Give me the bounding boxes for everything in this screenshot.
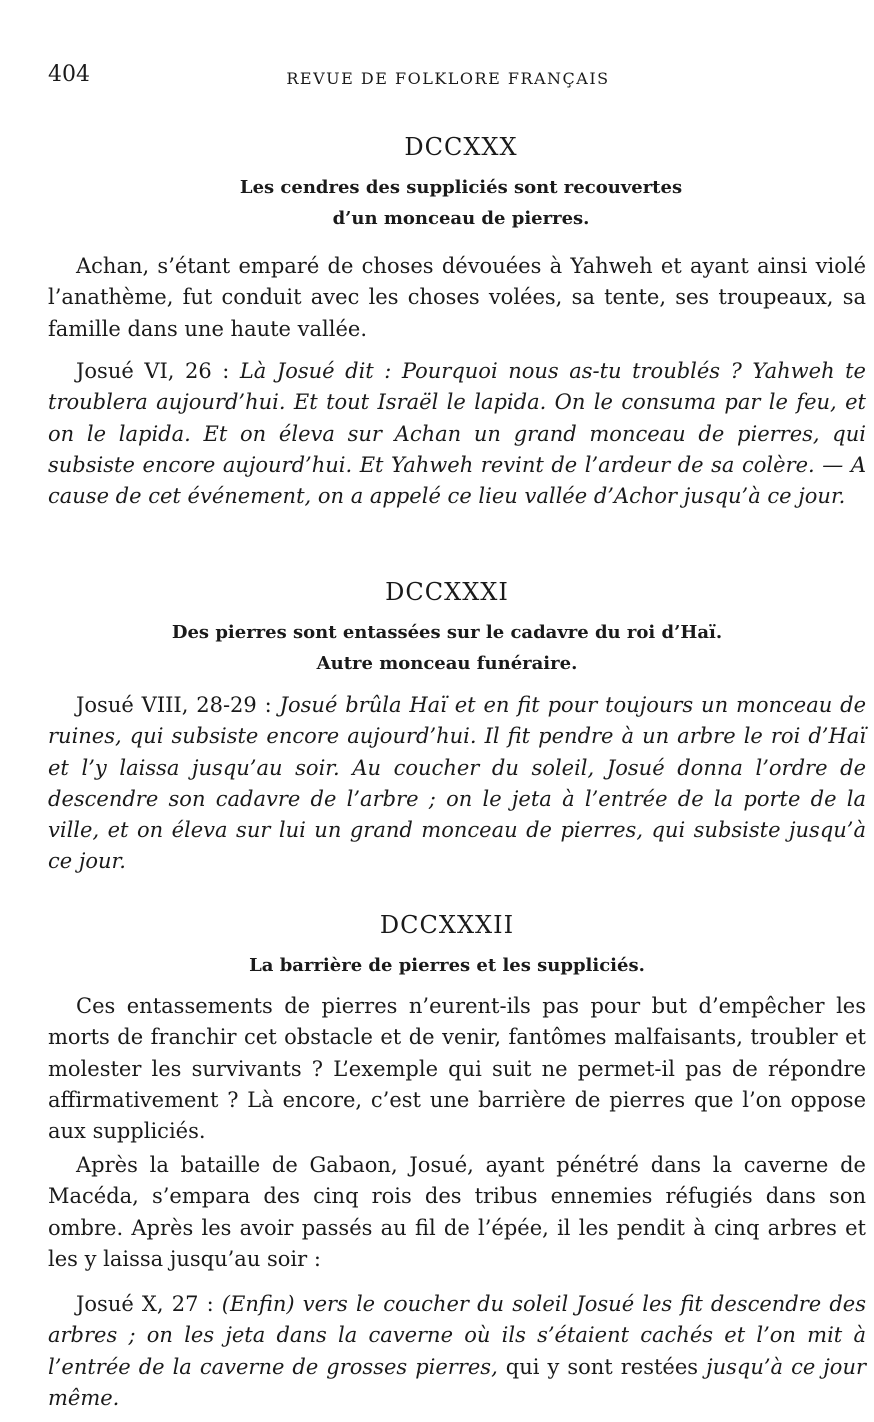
- scripture-quote: Là Josué dit : Pourquoi nous as-tu troublés ? Yahweh te troublera aujourd’hui. Et tout Israël le lapida. On le consuma par le feu, et on le lapida. Et on éleva sur Achan un grand monceau de pierres, qui subsiste encore aujourd’hui. Et Yahweh revint de l’ardeur de sa colère. — A cause de cet événement, on a appelé ce lieu vallée d’Achor jusqu’à ce jour.: [48, 359, 866, 509]
- quote-paragraph: [48, 356, 866, 512]
- section-title: Les cendres des suppliciés sont recouvertes: [239, 177, 683, 198]
- scripture-reference: Josué X, 27 :: [76, 1292, 222, 1316]
- page-number: 404: [48, 62, 90, 87]
- section-title: Des pierres sont entassées sur le cadavre du roi d’Haï.: [171, 622, 723, 643]
- running-title: REVUE DE FOLKLORE FRANÇAIS: [286, 69, 610, 88]
- scripture-reference: Josué VIII, 28-29 :: [76, 693, 280, 717]
- quote-paragraph: [48, 690, 866, 878]
- section-title: d’un monceau de pierres.: [332, 208, 590, 229]
- section-number: DCCXXXII: [379, 911, 515, 939]
- quote-paragraph: [48, 1289, 866, 1414]
- scripture-quote: (Enfin) vers le coucher du soleil Josué les fit descendre des arbres ; on les jeta dans la caverne où ils s’étaient cachés et l’on mit à l’entrée de la caverne de grosses pierres,: [48, 1292, 866, 1379]
- body-paragraph: Ces entassements de pierres n’eurent-ils pas pour but d’empêcher les morts de franchir cet obstacle et de venir, fantômes malfaisants, troubler et molester les survivants ? L’exemple qui suit ne permet-il pas de répondre affirmativement ? Là encore, c’est une barrière de pierres que l’on oppose aux suppliciés.: [48, 994, 866, 1144]
- scripture-reference: Josué VI, 26 :: [76, 359, 240, 383]
- section-title: Autre monceau funéraire.: [316, 653, 578, 674]
- scripture-quote-end: jusqu’à ce jour même.: [48, 1354, 867, 1410]
- scripture-quote: Josué brûla Haï et en fit pour toujours un monceau de ruines, qui subsiste encore aujourd’hui. Il fit pendre à un arbre le roi d’Haï et l’y laissa jusqu’au soir. Au coucher du soleil, Josué donna l’ordre de descendre son cadavre de l’arbre ; on le jeta à l’entrée de la porte de la ville, et on éleva sur lui un grand monceau de pierres, qui subsiste jusqu’à ce jour.: [48, 693, 866, 874]
- page: [48, 0, 874, 1422]
- section-number: DCCXXX: [404, 133, 518, 161]
- scripture-quote-plain: qui y sont restées: [497, 1354, 707, 1379]
- section-number: DCCXXXI: [385, 578, 509, 606]
- body-paragraph: Après la bataille de Gabaon, Josué, ayant pénétré dans la caverne de Macéda, s’empara des cinq rois des tribus ennemies réfugiés dans son ombre. Après les avoir passés au fil de l’épée, il les pendit à cinq arbres et les y laissa jusqu’au soir :: [48, 1153, 866, 1271]
- page-header: [48, 62, 874, 98]
- body-paragraph: Achan, s’étant emparé de choses dévouées à Yahweh et ayant ainsi violé l’anathème, fut conduit avec les choses volées, sa tente, ses troupeaux, sa famille dans une haute vallée.: [48, 254, 866, 341]
- section-title: La barrière de pierres et les suppliciés.: [249, 955, 645, 976]
